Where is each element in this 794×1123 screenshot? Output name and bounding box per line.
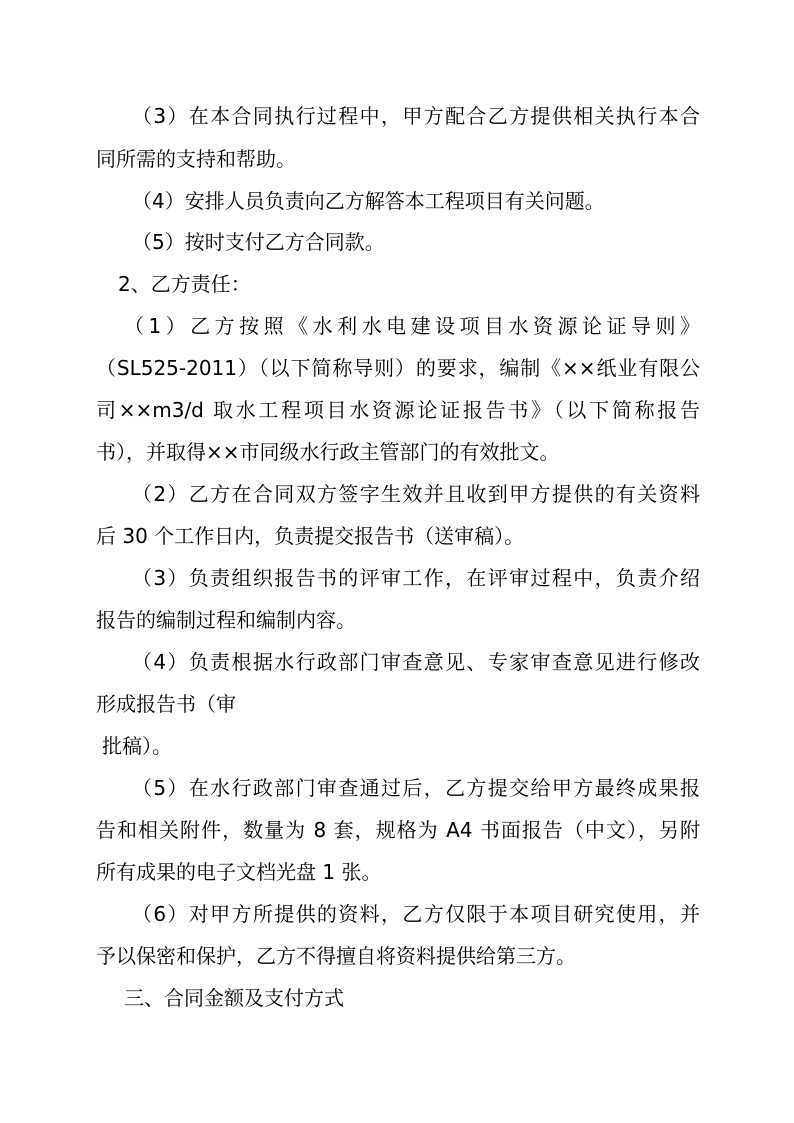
paragraph-line: 书），并取得××市同级水行政主管部门的有效批文。 (96, 440, 560, 464)
paragraph-line: 所有成果的电子文档光盘 1 张。 (96, 860, 382, 884)
paragraph-line: （6）对甲方所提供的资料，乙方仅限于本项目研究使用，并 (132, 902, 700, 926)
section-heading: 2、乙方责任： (118, 272, 251, 296)
paragraph-line: 司××m3/d 取水工程项目水资源论证报告书》（以下简称报告 (96, 398, 700, 422)
paragraph-line: 同所需的支持和帮助。 (96, 147, 296, 171)
paragraph-line: （5）按时支付乙方合同款。 (132, 230, 385, 254)
paragraph-line: 予以保密和保护，乙方不得擅自将资料提供给第三方。 (96, 944, 576, 968)
section-heading: 三、合同金额及支付方式 (124, 986, 344, 1010)
paragraph-line: （SL525-2011）（以下简称导则）的要求，编制《××纸业有限公 (96, 356, 700, 380)
paragraph-line: 后 30 个工作日内，负责提交报告书（送审稿）。 (96, 524, 525, 548)
paragraph-line: 告和相关附件，数量为 8 套，规格为 A4 书面报告（中文），另附 (96, 818, 700, 842)
paragraph-line: （3）负责组织报告书的评审工作，在评审过程中，负责介绍 (132, 566, 700, 590)
paragraph-line: （4）安排人员负责向乙方解答本工程项目有关问题。 (132, 189, 605, 213)
paragraph-line: 批稿）。 (102, 734, 172, 758)
paragraph-line: （1）乙方按照《水利水电建设项目水资源论证导则》 (124, 314, 700, 338)
paragraph-line: 报告的编制过程和编制内容。 (96, 608, 356, 632)
paragraph-line: 形成报告书（审 (96, 692, 236, 716)
paragraph-line: （3）在本合同执行过程中，甲方配合乙方提供相关执行本合 (132, 104, 700, 128)
paragraph-line: （5）在水行政部门审查通过后，乙方提交给甲方最终成果报 (132, 776, 700, 800)
paragraph-line: （2）乙方在合同双方签字生效并且收到甲方提供的有关资料 (132, 482, 700, 506)
paragraph-line: （4）负责根据水行政部门审查意见、专家审查意见进行修改 (132, 650, 700, 674)
